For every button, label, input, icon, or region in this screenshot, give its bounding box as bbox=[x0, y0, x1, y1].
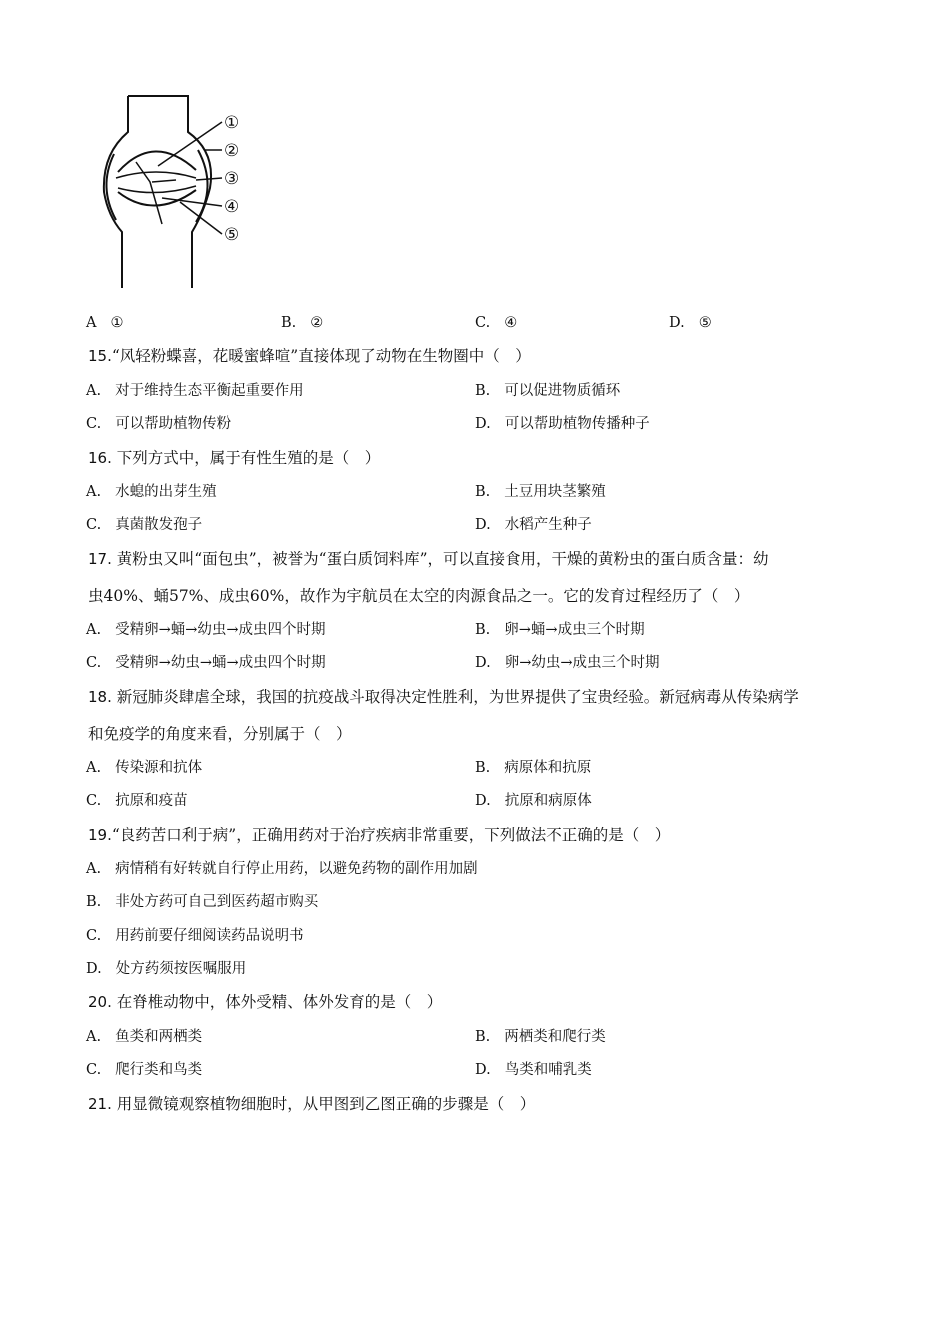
q15-option-d[interactable] bbox=[475, 414, 650, 434]
option-letter: C. bbox=[86, 1062, 102, 1078]
q17-option-a[interactable] bbox=[86, 620, 326, 640]
q15-option-c[interactable] bbox=[86, 414, 231, 434]
option-text: 受精卵→蛹→幼虫→成虫四个时期 bbox=[115, 622, 326, 638]
q20-option-a[interactable] bbox=[86, 1027, 202, 1047]
option-letter: B. bbox=[475, 484, 491, 500]
question-19 bbox=[88, 825, 670, 845]
option-text: 病原体和抗原 bbox=[504, 760, 592, 776]
option-letter: A. bbox=[86, 622, 102, 638]
q14-option-c[interactable] bbox=[475, 313, 517, 333]
figure-label-4: ④ bbox=[224, 197, 240, 217]
option-letter: B. bbox=[475, 383, 491, 399]
option-letter: C. bbox=[475, 315, 491, 331]
option-letter: B. bbox=[475, 1029, 491, 1045]
question-text: 在脊椎动物中，体外受精、体外发育的是（ ） bbox=[116, 993, 443, 1011]
option-text: 处方药须按医嘱服用 bbox=[115, 961, 247, 977]
question-number: 21. bbox=[88, 1095, 112, 1113]
question-text: 下列方式中，属于有性生殖的是（ ） bbox=[116, 449, 381, 467]
q19-option-a[interactable] bbox=[86, 859, 478, 879]
question-number: 15. bbox=[88, 347, 112, 365]
option-text: 鱼类和两栖类 bbox=[115, 1029, 203, 1045]
question-17 bbox=[88, 549, 769, 569]
option-letter: D. bbox=[475, 416, 491, 432]
option-letter: A. bbox=[86, 484, 102, 500]
option-text: 土豆用块茎繁殖 bbox=[504, 484, 606, 500]
q20-option-c[interactable] bbox=[86, 1060, 202, 1080]
question-number: 20. bbox=[88, 993, 112, 1011]
question-text: “良药苦口利于病”，正确用药对于治疗疾病非常重要，下列做法不正确的是（ ） bbox=[111, 826, 671, 844]
option-letter: C. bbox=[86, 517, 102, 533]
q14-option-d[interactable] bbox=[669, 313, 712, 333]
figure-label-5: ⑤ bbox=[224, 225, 240, 245]
question-20 bbox=[88, 992, 442, 1012]
joint-head bbox=[118, 151, 196, 172]
option-letter: C. bbox=[86, 928, 102, 944]
option-text: 用药前要仔细阅读药品说明书 bbox=[115, 928, 304, 944]
option-letter: B. bbox=[475, 622, 491, 638]
option-letter: D. bbox=[475, 655, 491, 671]
question-number: 16. bbox=[88, 449, 112, 467]
question-text: 和免疫学的角度来看，分别属于（ ） bbox=[88, 725, 352, 743]
option-letter: A. bbox=[86, 760, 102, 776]
q20-option-d[interactable] bbox=[475, 1060, 592, 1080]
option-text: 真菌散发孢子 bbox=[115, 517, 203, 533]
question-number: 17. bbox=[88, 550, 112, 568]
option-letter: A bbox=[86, 315, 97, 331]
option-text: ⑤ bbox=[698, 315, 712, 331]
q14-option-b[interactable] bbox=[281, 313, 323, 333]
joint-diagram bbox=[92, 92, 262, 292]
option-text: 可以促进物质循环 bbox=[504, 383, 621, 399]
option-text: 受精卵→幼虫→蛹→成虫四个时期 bbox=[115, 655, 326, 671]
option-letter: B. bbox=[86, 894, 102, 910]
q16-option-c[interactable] bbox=[86, 515, 202, 535]
q20-option-b[interactable] bbox=[475, 1027, 606, 1047]
question-21 bbox=[88, 1094, 535, 1114]
option-letter: D. bbox=[86, 961, 102, 977]
q17-option-c[interactable] bbox=[86, 653, 326, 673]
q15-option-b[interactable] bbox=[475, 381, 620, 401]
question-text: 新冠肺炎肆虐全球，我国的抗疫战斗取得决定性胜利，为世界提供了宝贵经验。新冠病毒从传染病学 bbox=[116, 688, 799, 706]
option-letter: B. bbox=[475, 760, 491, 776]
question-15 bbox=[88, 346, 531, 366]
q16-option-b[interactable] bbox=[475, 482, 606, 502]
q16-option-d[interactable] bbox=[475, 515, 592, 535]
figure-label-2: ② bbox=[224, 141, 240, 161]
option-text: ② bbox=[310, 315, 324, 331]
question-text: 虫40%、蛹57%、成虫60%，故作为宇航员在太空的肉源食品之一。它的发育过程经历了（ ） bbox=[88, 587, 750, 605]
option-letter: C. bbox=[86, 655, 102, 671]
q19-option-d[interactable] bbox=[86, 959, 246, 979]
question-16 bbox=[88, 448, 380, 468]
option-text: ④ bbox=[504, 315, 518, 331]
option-letter: A. bbox=[86, 1029, 102, 1045]
option-text: 可以帮助植物传粉 bbox=[115, 416, 232, 432]
q15-option-a[interactable] bbox=[86, 381, 304, 401]
q14-option-a[interactable] bbox=[86, 313, 123, 333]
figure-label-1: ① bbox=[224, 113, 240, 133]
option-letter: D. bbox=[669, 315, 685, 331]
option-text: 卵→蛹→成虫三个时期 bbox=[504, 622, 645, 638]
option-text: 抗原和疫苗 bbox=[115, 793, 188, 809]
q18-option-a[interactable] bbox=[86, 758, 202, 778]
option-text: 抗原和病原体 bbox=[504, 793, 592, 809]
option-text: ① bbox=[110, 315, 124, 331]
option-text: 对于维持生态平衡起重要作用 bbox=[115, 383, 304, 399]
option-text: 非处方药可自己到医药超市购买 bbox=[115, 894, 319, 910]
option-text: 鸟类和哺乳类 bbox=[504, 1062, 592, 1078]
option-text: 水螅的出芽生殖 bbox=[115, 484, 217, 500]
option-letter: A. bbox=[86, 383, 102, 399]
q17-option-d[interactable] bbox=[475, 653, 660, 673]
q18-option-d[interactable] bbox=[475, 791, 592, 811]
option-text: 病情稍有好转就自行停止用药，以避免药物的副作用加剧 bbox=[115, 861, 478, 877]
q19-option-c[interactable] bbox=[86, 926, 304, 946]
option-text: 水稻产生种子 bbox=[504, 517, 592, 533]
option-text: 卵→幼虫→成虫三个时期 bbox=[504, 655, 660, 671]
option-text: 可以帮助植物传播种子 bbox=[504, 416, 650, 432]
question-18 bbox=[88, 687, 799, 707]
q16-option-a[interactable] bbox=[86, 482, 217, 502]
option-letter: C. bbox=[86, 793, 102, 809]
joint-diagram-svg bbox=[92, 92, 262, 292]
option-text: 传染源和抗体 bbox=[115, 760, 203, 776]
option-letter: D. bbox=[475, 1062, 491, 1078]
q18-option-c[interactable] bbox=[86, 791, 188, 811]
question-18-line-2 bbox=[88, 724, 352, 744]
option-letter: D. bbox=[475, 793, 491, 809]
question-number: 19. bbox=[88, 826, 112, 844]
option-letter: B. bbox=[281, 315, 297, 331]
question-text: 用显微镜观察植物细胞时，从甲图到乙图正确的步骤是（ ） bbox=[116, 1095, 536, 1113]
question-17-line-2 bbox=[88, 586, 749, 606]
question-text: “风轻粉蝶喜，花暖蜜蜂喧”直接体现了动物在生物圈中（ ） bbox=[111, 347, 531, 365]
q18-option-b[interactable] bbox=[475, 758, 591, 778]
option-text: 爬行类和鸟类 bbox=[115, 1062, 203, 1078]
option-letter: D. bbox=[475, 517, 491, 533]
figure-label-3: ③ bbox=[224, 169, 240, 189]
question-text: 黄粉虫又叫“面包虫”，被誉为“蛋白质饲料库”，可以直接食用，干燥的黄粉虫的蛋白质含量：幼 bbox=[116, 550, 769, 568]
option-letter: A. bbox=[86, 861, 102, 877]
question-number: 18. bbox=[88, 688, 112, 706]
q19-option-b[interactable] bbox=[86, 892, 318, 912]
option-text: 两栖类和爬行类 bbox=[504, 1029, 606, 1045]
q17-option-b[interactable] bbox=[475, 620, 645, 640]
option-letter: C. bbox=[86, 416, 102, 432]
